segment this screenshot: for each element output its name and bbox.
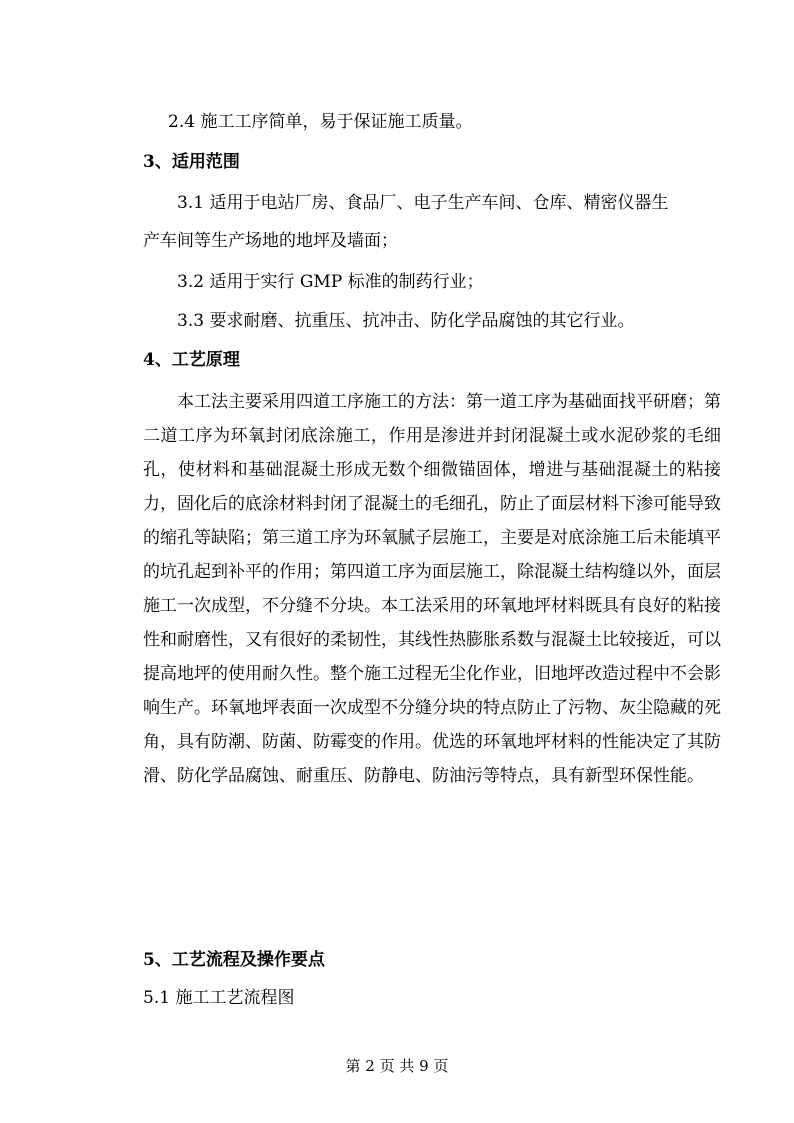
page-number-footer: 第 2 页 共 9 页	[345, 1057, 449, 1075]
item-3-3: 3.3 要求耐磨、抗重压、抗冲击、防化学品腐蚀的其它行业。	[177, 311, 635, 331]
item-5-1: 5.1 施工工艺流程图	[143, 988, 295, 1008]
principle-paragraph: 本工法主要采用四道工序施工的方法：第一道工序为基础面找平研磨；第二道工序为环氧封闭底涂施工，作用是渗进并封闭混凝土或水泥砂浆的毛细孔，使材料和基础混凝土形成无数个细微锚固体，增进与基础混凝土的粘接力，固化后的底涂材料封闭了混凝土的毛细孔，防止了面层材料下渗可能导致的缩孔等缺陷；第三道工序为环氧腻子层施工，主要是对底涂施工后未能填平的坑孔起到补平的作用；第四道工序为面层施工，除混凝土结构缝以外，面层施工一次成型，不分缝不分块。本工法采用的环氧地坪材料既具有良好的粘接性和耐磨性，又有很好的柔韧性，其线性热膨胀系数与混凝土比较接近，可以提高地坪的使用耐久性。整个施工过程无尘化作业，旧地坪改造过程中不会影响生产。环氧地坪表面一次成型不分缝分块的特点防止了污物、灰尘隐藏的死角，具有防潮、防菌、防霉变的作用。优选的环氧地坪材料的性能决定了其防滑、防化学品腐蚀、耐重压、防静电、防油污等特点，具有新型环保性能。	[143, 392, 721, 786]
item-3-1-line2: 产车间等生产场地的地坪及墙面；	[143, 231, 398, 251]
section-heading-4: 4、工艺原理	[143, 350, 240, 370]
section-heading-3: 3、适用范围	[143, 152, 240, 172]
item-3-2: 3.2 适用于实行 GMP 标准的制药行业；	[177, 272, 484, 292]
item-2-4: 2.4 施工工序简单，易于保证施工质量。	[168, 112, 473, 132]
item-3-1-line1: 3.1 适用于电站厂房、食品厂、电子生产车间、仓库、精密仪器生	[177, 193, 669, 213]
section-heading-5: 5、工艺流程及操作要点	[143, 950, 325, 970]
